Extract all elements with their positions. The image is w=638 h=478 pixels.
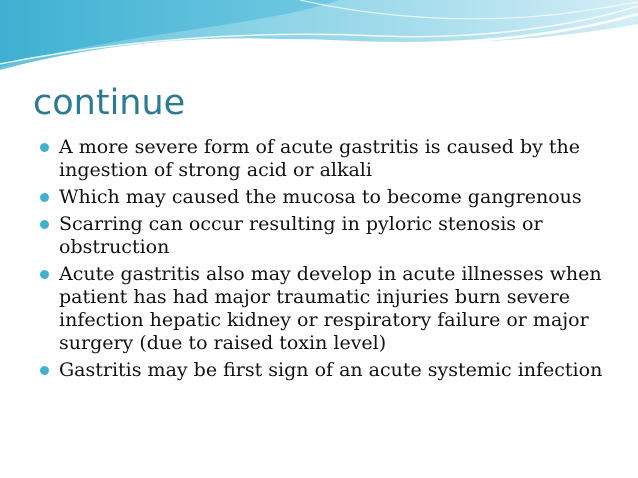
bullet-item [40,186,610,209]
bullet-text: Acute gastritis also may develop in acute illnesses when patient has had major traumatic injuries burn severe infection hepatic kidney or respiratory failure or major surgery (due to raised toxin level) [59,263,602,354]
circle-bullet-icon [40,270,49,279]
bullet-text: A more severe form of acute gastritis is caused by the ingestion of strong acid or alkali [59,136,581,181]
bullet-item [40,136,610,182]
header-wave-decoration [0,0,638,80]
circle-bullet-icon [40,193,49,202]
slide-title: continue [33,83,186,123]
bullet-text: Scarring can occur resulting in pyloric stenosis or obstruction [59,213,543,258]
bullet-list [40,136,610,386]
circle-bullet-icon [40,220,49,229]
bullet-item [40,359,610,382]
bullet-text: Gastritis may be first sign of an acute systemic infection [59,359,603,381]
bullet-text: Which may caused the mucosa to become gangrenous [59,186,582,208]
circle-bullet-icon [40,143,49,152]
bullet-item [40,263,610,355]
circle-bullet-icon [40,366,49,375]
bullet-item [40,213,610,259]
